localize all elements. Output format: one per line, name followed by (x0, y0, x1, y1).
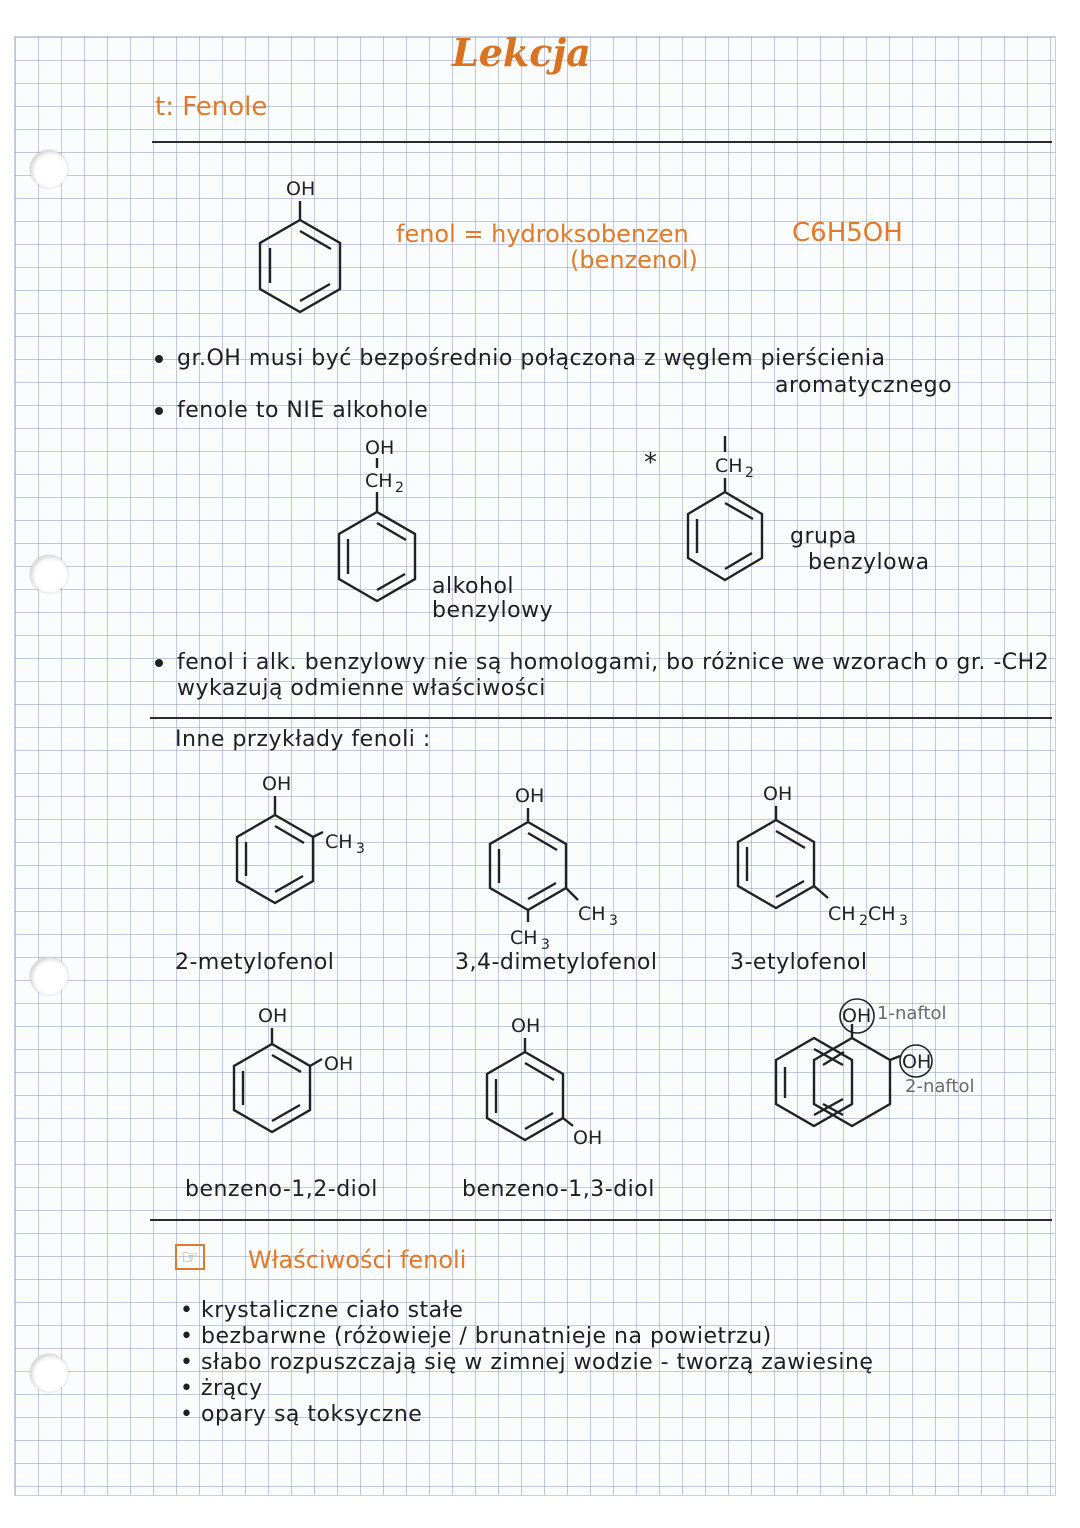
benzyl-group-label: grupa (790, 524, 857, 549)
svg-text:3: 3 (356, 841, 365, 857)
lesson-logo: Lekcja (452, 30, 591, 75)
svg-text:CH: CH (578, 903, 606, 925)
svg-text:OH: OH (763, 783, 793, 805)
svg-text:CH: CH (715, 455, 743, 477)
svg-text:3: 3 (541, 937, 550, 953)
benzyl-group-structure (680, 430, 790, 600)
pointing-hand-icon: ☞ (175, 1244, 205, 1270)
property-item: • krystaliczne ciało stałe (180, 1298, 464, 1323)
topic-title: t: Fenole (155, 92, 268, 122)
svg-text:3: 3 (899, 913, 908, 929)
examples-heading: Inne przykłady fenoli : (175, 727, 431, 752)
svg-text:OH: OH (324, 1053, 354, 1075)
svg-text:OH: OH (515, 785, 545, 807)
svg-text:2: 2 (745, 465, 754, 481)
example-label: 2-metylofenol (175, 950, 335, 975)
divider (152, 141, 1052, 143)
asterisk-mark: * (644, 448, 658, 478)
svg-text:OH: OH (902, 1051, 932, 1073)
naphthol-structure (730, 1000, 930, 1160)
example-label: 3,4-dimetylofenol (455, 950, 658, 975)
example-label: 3-etylofenol (730, 950, 868, 975)
2-methylphenol-structure (225, 770, 375, 940)
benzyl-alcohol-label: benzylowy (432, 598, 554, 623)
property-item: • słabo rozpuszczają się w zimnej wodzie - tworzą zawiesinę (180, 1350, 874, 1375)
svg-text:OH: OH (258, 1005, 288, 1027)
note-item: fenole to NIE alkohole (155, 398, 428, 423)
3-4-dimethylphenol-structure (480, 782, 650, 952)
note-item-continued: wykazują odmienne właściwości (177, 676, 546, 701)
resorcinol-structure (478, 1012, 628, 1162)
catechol-structure (225, 1002, 375, 1162)
phenol-structure (250, 175, 360, 325)
note-item: fenol i alk. benzylowy nie są homologami, bo różnice we wzorach o gr. -CH2 (155, 650, 1049, 675)
svg-text:2: 2 (859, 913, 868, 929)
svg-text:2: 2 (395, 480, 404, 496)
divider (150, 1219, 1052, 1221)
binder-hole (30, 1354, 68, 1392)
svg-text:CH: CH (828, 903, 856, 925)
note-item: gr.OH musi być bezpośrednio połączona z węglem pierścienia (155, 346, 886, 371)
bullet-icon (155, 659, 163, 667)
notebook-page (14, 36, 1056, 1496)
svg-text:CH: CH (325, 831, 353, 853)
svg-text:OH: OH (842, 1005, 872, 1027)
svg-text:CH: CH (868, 903, 896, 925)
naphthol-label: 1-naftol (877, 1003, 947, 1024)
svg-text:CH: CH (510, 927, 538, 949)
property-item: • żrący (180, 1376, 263, 1401)
example-label: benzeno-1,3-diol (462, 1177, 655, 1202)
example-label: benzeno-1,2-diol (185, 1177, 378, 1202)
binder-hole (30, 150, 68, 188)
divider (150, 717, 1052, 719)
svg-text:OH: OH (365, 437, 395, 459)
note-item-continued: aromatycznego (775, 373, 953, 398)
naphthol-label: 2-naftol (905, 1076, 975, 1097)
property-item: • opary są toksyczne (180, 1402, 423, 1427)
binder-hole (30, 957, 68, 995)
svg-text:OH: OH (573, 1127, 603, 1149)
svg-text:OH: OH (511, 1015, 541, 1037)
benzyl-alcohol-label: alkohol (432, 574, 515, 599)
property-item: • bezbarwne (różowieje / brunatnieje na powietrzu) (180, 1324, 772, 1349)
svg-text:3: 3 (609, 913, 618, 929)
svg-text:OH: OH (262, 773, 292, 795)
benzyl-group-label: benzylowa (808, 550, 930, 575)
binder-hole (30, 555, 68, 593)
phenol-alt-name: (benzenol) (570, 246, 698, 274)
phenol-name: fenol = hydroksobenzen (396, 220, 689, 248)
svg-text:CH: CH (365, 470, 393, 492)
bullet-icon (155, 407, 163, 415)
properties-heading: Właściwości fenoli (248, 1246, 467, 1274)
benzyl-alcohol-structure (325, 432, 435, 632)
bullet-icon (155, 355, 163, 363)
svg-text:OH: OH (286, 178, 316, 200)
phenol-formula: C6H5OH (792, 218, 903, 248)
3-ethylphenol-structure (730, 780, 930, 930)
